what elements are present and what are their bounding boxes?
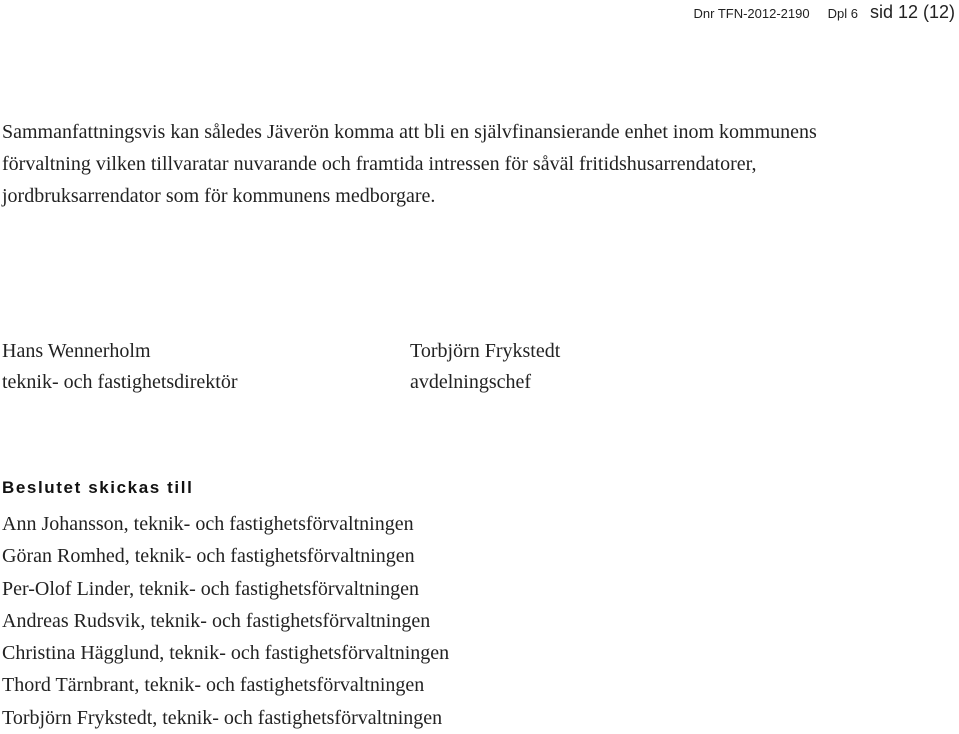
signatory-title: teknik- och fastighetsdirektör xyxy=(2,371,238,393)
list-item: Torbjörn Frykstedt, teknik- och fastighetsförvaltningen xyxy=(2,706,443,729)
list-item: Göran Romhed, teknik- och fastighetsförvaltningen xyxy=(2,545,415,568)
list-item: Thord Tärnbrant, teknik- och fastighetsförvaltningen xyxy=(2,674,425,697)
list-item: Christina Hägglund, teknik- och fastighetsförvaltningen xyxy=(2,642,450,665)
signatory-title: avdelningschef xyxy=(410,371,532,393)
list-item: Andreas Rudsvik, teknik- och fastighetsförvaltningen xyxy=(2,609,431,632)
distribution-list xyxy=(2,508,449,734)
distribution-heading: Beslutet skickas till xyxy=(2,478,194,497)
list-item: Per-Olof Linder, teknik- och fastighetsförvaltningen xyxy=(2,577,420,600)
page-number: sid 12 (12) xyxy=(869,2,955,22)
signature-left xyxy=(2,336,238,398)
signatory-name: Torbjörn Frykstedt xyxy=(410,340,561,362)
list-item: Ann Johansson, teknik- och fastighetsförvaltningen xyxy=(2,513,414,535)
document-plan: Dpl 6 xyxy=(827,6,858,21)
summary-paragraph: Sammanfattningsvis kan således Jäverön komma att bli en självfinansierande enhet inom kommunens förvaltning vilken tillvaratar nuvarande och framtida intressen för såväl fritidshusarrendatorer, jordbruksarrendator som för kommunens medborgare. xyxy=(2,121,817,207)
page-header xyxy=(694,2,956,23)
signatory-name: Hans Wennerholm xyxy=(2,340,151,362)
signature-right xyxy=(410,336,560,398)
document-number: Dnr TFN-2012-2190 xyxy=(693,6,810,21)
